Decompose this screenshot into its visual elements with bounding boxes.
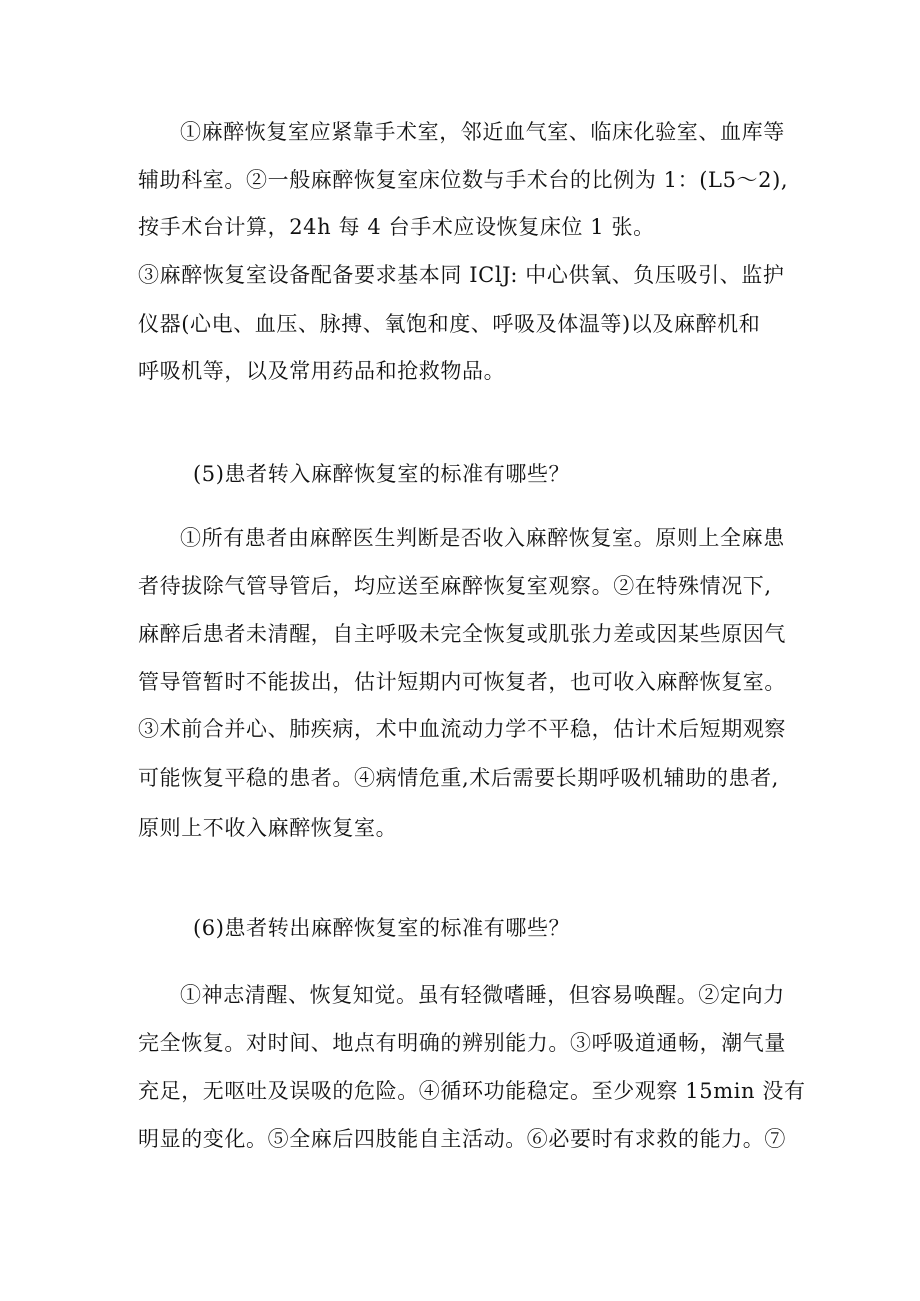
paragraph-line: 管导管暂时不能拔出，估计短期内可恢复者，也可收入麻醉恢复室。	[138, 670, 786, 694]
paragraph-line: 辅助科室。②一般麻醉恢复室床位数与手术台的比例为 1：(L5～2),	[138, 168, 789, 192]
paragraph-line: ①麻醉恢复室应紧靠手术室，邻近血气室、临床化验室、血库等	[180, 120, 785, 144]
paragraph-line: ①所有患者由麻醉医生判断是否收入麻醉恢复室。原则上全麻患	[180, 526, 785, 550]
paragraph-line: 者待拔除气管导管后，均应送至麻醉恢复室观察。②在特殊情况下,	[138, 574, 772, 598]
section-heading: (6)患者转出麻醉恢复室的标准有哪些？	[193, 916, 571, 940]
paragraph-line: 可能恢复平稳的患者。④病情危重,术后需要长期呼吸机辅助的患者,	[138, 766, 779, 790]
paragraph-line: ③术前合并心、肺疾病，术中血流动力学不平稳，估计术后短期观察	[138, 717, 786, 741]
section-heading: (5)患者转入麻醉恢复室的标准有哪些？	[193, 462, 571, 486]
paragraph-line: 完全恢复。对时间、地点有明确的辨别能力。③呼吸道通畅，潮气量	[138, 1031, 786, 1055]
paragraph-line: ①神志清醒、恢复知觉。虽有轻微嗜睡，但容易唤醒。②定向力	[180, 983, 785, 1007]
paragraph-line: 仪器(心电、血压、脉搏、氧饱和度、呼吸及体温等)以及麻醉机和	[138, 312, 761, 336]
paragraph-line: 麻醉后患者未清醒，自主呼吸未完全恢复或肌张力差或因某些原因气	[138, 622, 786, 646]
paragraph-line: 按手术台计算，24h 每 4 台手术应设恢复床位 1 张。	[138, 215, 655, 239]
paragraph-line: 呼吸机等，以及常用药品和抢救物品。	[138, 359, 506, 383]
paragraph-line: 明显的变化。⑤全麻后四肢能自主活动。⑥必要时有求救的能力。⑦	[138, 1127, 786, 1151]
paragraph-line: 原则上不收入麻醉恢复室。	[138, 816, 398, 840]
paragraph-line: 充足，无呕吐及误吸的危险。④循环功能稳定。至少观察 15min 没有	[138, 1079, 806, 1103]
paragraph-line: ③麻醉恢复室设备配备要求基本同 IClJ: 中心供氧、负压吸引、监护	[138, 263, 785, 287]
